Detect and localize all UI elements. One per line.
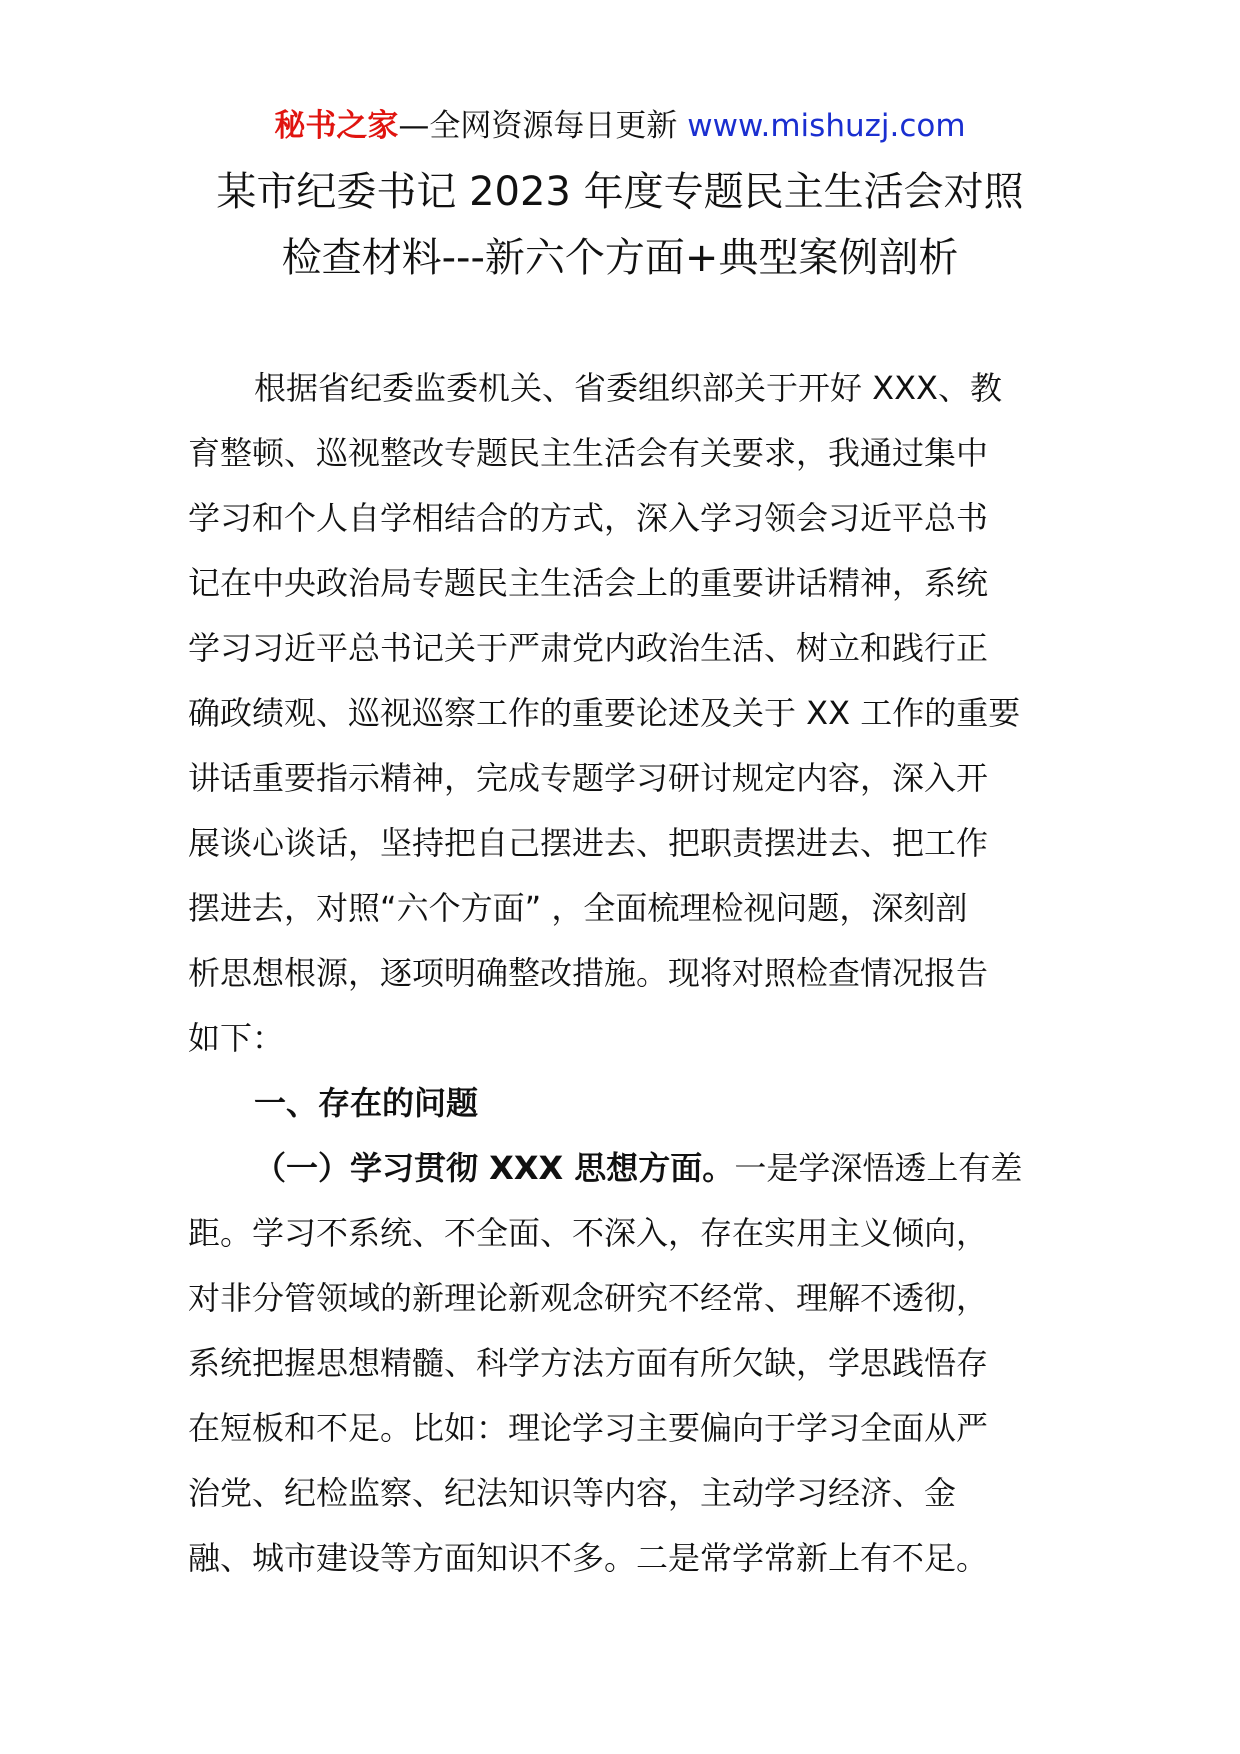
body-line: 讲话重要指示精神，完成专题学习研讨规定内容，深入开 [188, 759, 989, 797]
site-url-link[interactable]: www.mishuzj.com [687, 108, 966, 144]
body-line: 展谈心谈话，坚持把自己摆进去、把职责摆进去、把工作 [188, 824, 989, 862]
body-line: 系统把握思想精髓、科学方法方面有所欠缺，学思践悟存 [188, 1344, 989, 1382]
subsection-first-line-text: 一是学深悟透上有差 [734, 1149, 1023, 1187]
body-line: 学习和个人自学相结合的方式，深入学习领会习近平总书 [188, 499, 989, 537]
body-line: 治党、纪检监察、纪法知识等内容，主动学习经济、金 [188, 1474, 957, 1512]
body-line: 距。学习不系统、不全面、不深入，存在实用主义倾向， [188, 1214, 989, 1252]
document-title-line-1: 某市纪委书记 2023 年度专题民主生活会对照 [216, 169, 1024, 215]
body-line: 对非分管领域的新理论新观念研究不经常、理解不透彻， [188, 1279, 989, 1317]
brand-name: 秘书之家 [274, 108, 399, 144]
body-line: 摆进去，对照“六个方面” ，全面梳理检视问题，深刻剖 [188, 889, 968, 927]
subsection-first-line [188, 1136, 1058, 1201]
subsection-heading: （一）学习贯彻 XXX 思想方面。 [254, 1149, 735, 1187]
body-line: 析思想根源，逐项明确整改措施。现将对照检查情况报告 [188, 954, 989, 992]
body-line: 育整顿、巡视整改专题民主生活会有关要求，我通过集中 [188, 434, 989, 472]
site-banner [0, 104, 1240, 148]
document-title-line-2: 检查材料---新六个方面+典型案例剖析 [281, 235, 959, 281]
body-line: 如下： [188, 1019, 285, 1057]
body-line: 根据省纪委监委机关、省委组织部关于开好 XXX、教 [254, 369, 1002, 407]
body-line: 学习习近平总书记关于严肃党内政治生活、树立和践行正 [188, 629, 989, 667]
section-heading: 一、存在的问题 [254, 1084, 479, 1122]
body-line: 融、城市建设等方面知识不多。二是常学常新上有不足。 [188, 1539, 989, 1577]
brand-slogan: —全网资源每日更新 [398, 108, 688, 144]
document-body [188, 356, 1058, 1591]
body-line: 在短板和不足。比如：理论学习主要偏向于学习全面从严 [188, 1409, 989, 1447]
body-line: 记在中央政治局专题民主生活会上的重要讲话精神，系统 [188, 564, 989, 602]
body-line: 确政绩观、巡视巡察工作的重要论述及关于 XX 工作的重要 [188, 694, 1021, 732]
